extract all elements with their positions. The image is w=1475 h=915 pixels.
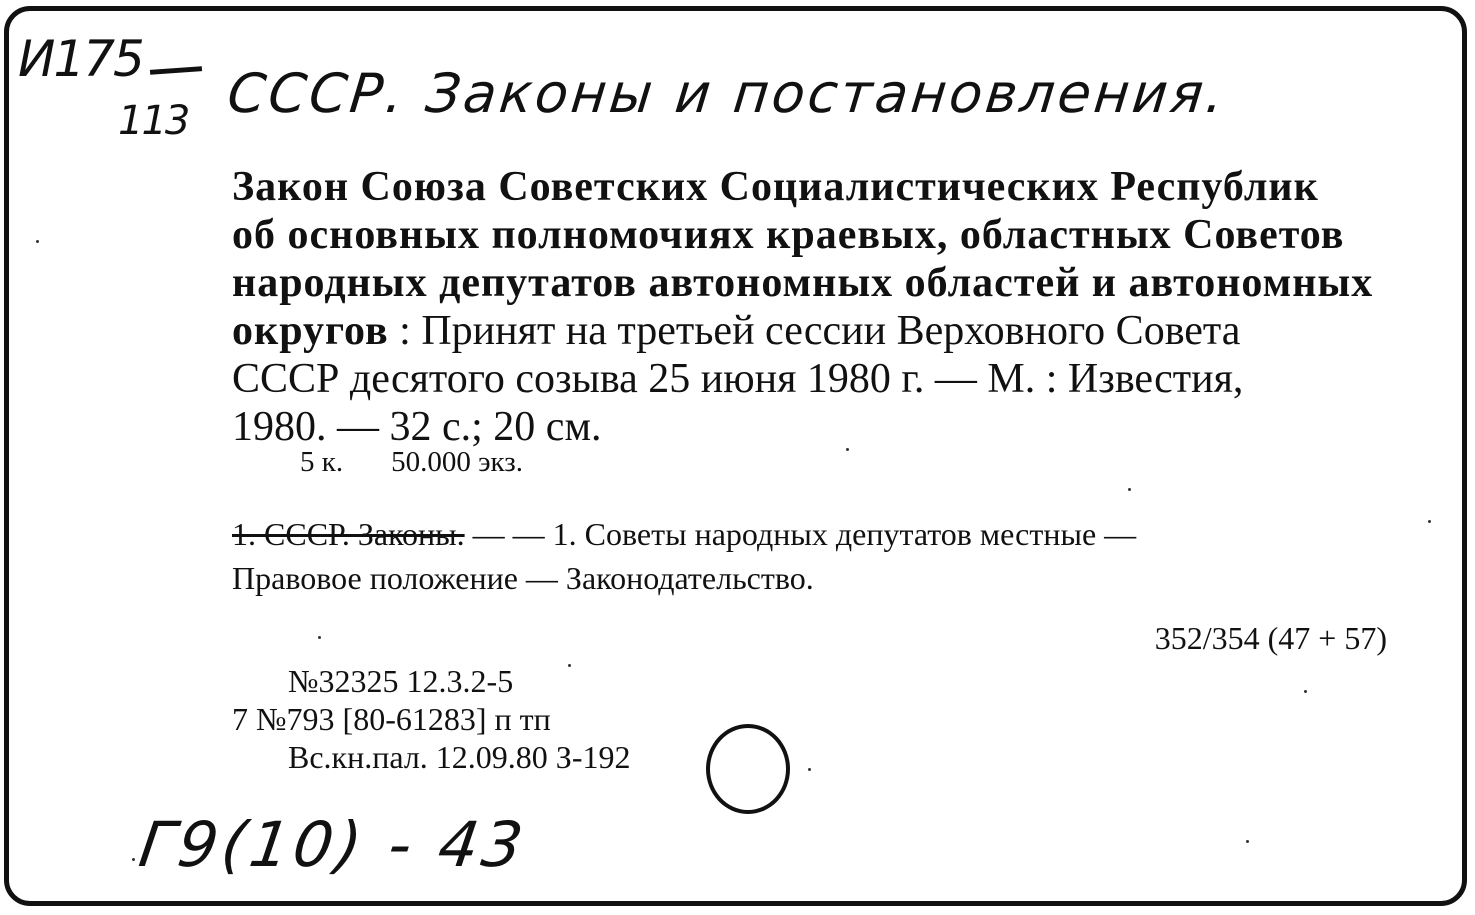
- speck: [132, 858, 135, 861]
- record-line-4: [232, 307, 1373, 355]
- subject-line-1: [232, 512, 1136, 556]
- shelf-mark-bottom: 113: [118, 98, 189, 144]
- speck: [846, 448, 849, 451]
- struck-subject: 1. СССР. Законы.: [232, 516, 465, 552]
- handwritten-heading: СССР. Законы и постановления.: [224, 62, 1230, 125]
- record-line-2: об основных полномочиях краевых, областных Советов: [232, 212, 1345, 258]
- price: 5 к.: [300, 446, 344, 478]
- print-run: 50.000 экз.: [391, 446, 523, 478]
- shelf-mark-top: И175: [18, 30, 143, 88]
- record-line-5: СССР десятого созыва 25 июня 1980 г. — М. : Известия,: [232, 356, 1244, 402]
- price-line: [300, 446, 571, 479]
- speck: [1246, 840, 1249, 843]
- speck: [1304, 690, 1307, 693]
- speck: [318, 636, 321, 639]
- record-line-4-rest: : Принят на третьей сессии Верховного Совета: [388, 308, 1241, 354]
- speck: [1128, 488, 1131, 491]
- record-line-1: Закон Союза Советских Социалистических Республик: [232, 164, 1319, 210]
- registration-numbers: [232, 662, 630, 776]
- subject-headings: [232, 512, 1136, 600]
- number-line-2: 7 №793 [80-61283] п тп: [232, 701, 551, 737]
- number-line-3: Вс.кн.пал. 12.09.80 З-192: [288, 739, 631, 775]
- speck: [568, 664, 571, 667]
- speck: [36, 240, 39, 243]
- subject-line-1-rest: — — 1. Советы народных депутатов местные —: [464, 516, 1137, 552]
- number-line-1: №32325 12.3.2-5: [288, 663, 514, 699]
- record-line-4-bold: округов: [232, 308, 389, 354]
- speck: [1428, 520, 1431, 523]
- bibliographic-description: [232, 163, 1373, 451]
- record-line-3: народных депутатов автономных областей и автономных: [232, 260, 1374, 306]
- circle-stamp: [706, 724, 790, 814]
- udc-class: 352/354 (47 + 57): [1154, 620, 1387, 656]
- record-line-6: 1980. — 32 с.; 20 см.: [232, 404, 602, 450]
- handwritten-footer-code: Г9(10) - 43: [134, 808, 532, 881]
- speck: [808, 768, 811, 771]
- subject-line-2: Правовое положение — Законодательство.: [232, 560, 814, 596]
